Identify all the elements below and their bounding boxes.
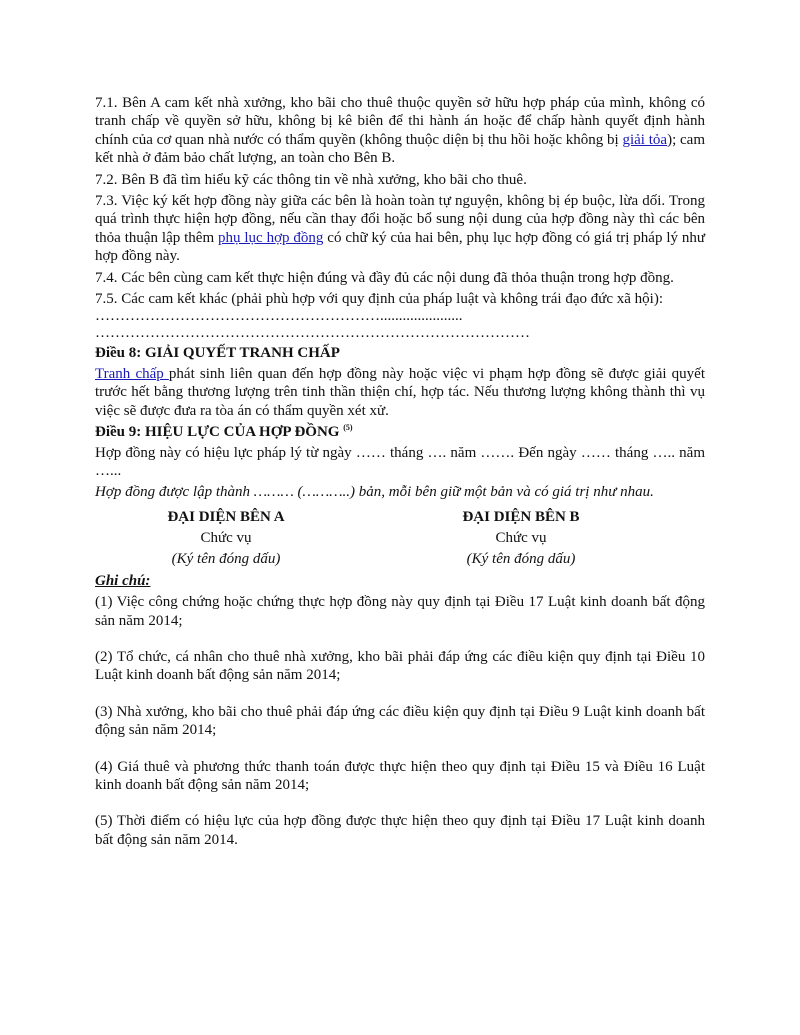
dotted-line-1: …………………………………………………......................	[95, 308, 463, 325]
note-item: (1) Việc công chứng hoặc chứng thực hợp đồng này quy định tại Điều 17 Luật kinh doanh bất động sản năm 2014;	[95, 594, 705, 629]
tranh-chap-link[interactable]: Tranh chấp	[95, 365, 169, 382]
footnote-ref-5: (5)	[343, 423, 353, 433]
signature-party-a	[61, 507, 391, 570]
clause-7-3: 7.3. Việc ký kết hợp đồng này giữa các bên là hoàn toàn tự nguyện, không bị ép buộc, lừa dối. Trong quá trình thực hiện hợp đồng, nếu cần thay đổi hoặc bổ sung nội dung của hợp đồng này thì các bên thỏa thuận lập thêm phụ lục hợp đồng có chữ ký của hai bên, phụ lục hợp đồng có giá trị pháp lý như hợp đồng này.	[95, 193, 706, 265]
copies-text: Hợp đồng được lập thành ……… (………..) bản, mỗi bên giữ một bản và có giá trị như nhau.	[95, 484, 654, 501]
phu-luc-hop-dong-link[interactable]: phụ lục hợp đồng	[218, 229, 324, 246]
party-b-title: ĐẠI DIỆN BÊN B	[462, 508, 580, 525]
party-b-sign-instruction: (Ký tên đóng dấu)	[466, 550, 576, 567]
article-8-heading: Điều 8: GIẢI QUYẾT TRANH CHẤP	[95, 345, 340, 362]
dotted-line-2: ……………………………………………………………………………	[95, 325, 530, 342]
note-item: (2) Tổ chức, cá nhân cho thuê nhà xưởng, kho bãi phải đáp ứng các điều kiện quy định tại Điều 10 Luật kinh doanh bất động sản năm 2014;	[95, 648, 705, 684]
clause-7-1: 7.1. Bên A cam kết nhà xưởng, kho bãi cho thuê thuộc quyền sở hữu hợp pháp của mình, không có tranh chấp về quyền sở hữu, không bị kê biên để thi hành án hoặc để chấp hành quyết định hành chính của cơ quan nhà nước có thẩm quyền (không thuộc diện bị thu hồi hoặc không bị giải tỏa); cam kết nhà ở đảm bảo chất lượng, an toàn cho Bên B.	[95, 95, 705, 167]
clause-7-5: 7.5. Các cam kết khác (phải phù hợp với quy định của pháp luật và không trái đạo đức xã hội):	[95, 291, 664, 308]
party-a-title: ĐẠI DIỆN BÊN A	[167, 508, 285, 525]
party-b-position: Chức vụ	[495, 529, 547, 546]
party-a-sign-instruction: (Ký tên đóng dấu)	[171, 550, 281, 567]
signature-block	[95, 507, 705, 570]
giai-toa-link[interactable]: giải tỏa	[622, 131, 668, 148]
article-9-heading: Điều 9: HIỆU LỰC CỦA HỢP ĐỒNG $^{(5)}$	[95, 423, 353, 441]
clause-7-2: 7.2. Bên B đã tìm hiểu kỹ các thông tin về nhà xưởng, kho bãi cho thuê.	[95, 171, 527, 188]
party-a-position: Chức vụ	[200, 529, 252, 546]
signature-party-b	[411, 507, 631, 570]
note-item: (3) Nhà xưởng, kho bãi cho thuê phải đáp ứng các điều kiện quy định tại Điều 9 Luật kinh doanh bất động sản năm 2014;	[95, 703, 705, 739]
document-body	[95, 94, 705, 867]
clause-7-4: 7.4. Các bên cùng cam kết thực hiện đúng và đầy đủ các nội dung đã thỏa thuận trong hợp đồng.	[95, 269, 674, 286]
note-item: (5) Thời điểm có hiệu lực của hợp đồng được thực hiện theo quy định tại Điều 17 Luật kinh doanh bất động sản năm 2014.	[95, 813, 705, 848]
effective-date-text: Hợp đồng này có hiệu lực pháp lý từ ngày …… tháng …. năm ……. Đến ngày …… tháng ….. năm …...	[95, 444, 705, 479]
note-item: (4) Giá thuê và phương thức thanh toán được thực hiện theo quy định tại Điều 15 và Điều 16 Luật kinh doanh bất động sản năm 2014;	[95, 758, 705, 793]
article-8-text: Tranh chấp phát sinh liên quan đến hợp đồng này hoặc việc vi phạm hợp đồng sẽ được giải quyết trước hết bằng thương lượng trên tinh thần thiện chí, hợp tác. Nếu thương lượng không thành thì vụ việc sẽ được đưa ra tòa án có thẩm quyền xét xử.	[95, 365, 706, 419]
notes-heading: Ghi chú:	[95, 572, 151, 589]
